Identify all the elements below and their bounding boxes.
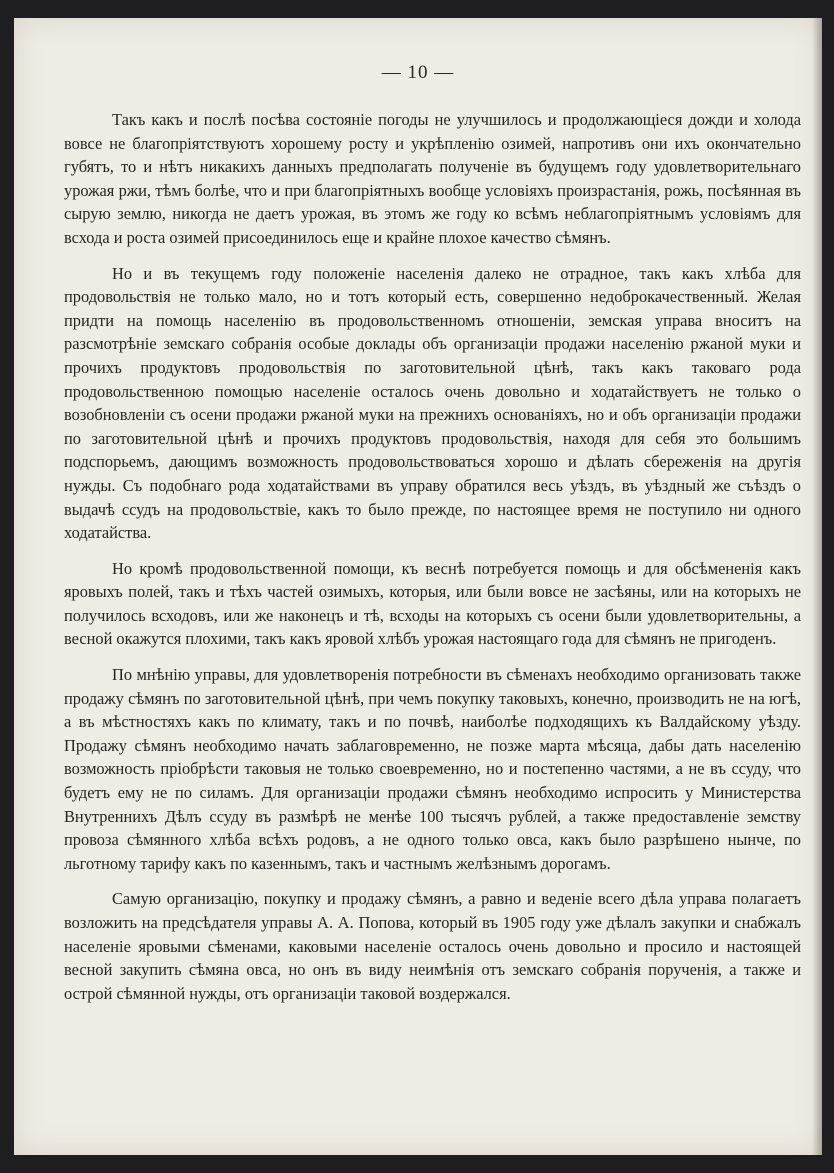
- paragraph-3: Но кромѣ продовольственной помощи, къ веснѣ потребуется помощь и для обсѣмененія какъ яровыхъ полей, такъ и тѣхъ частей озимыхъ, которыя, или были вовсе не засѣяны, или на которыхъ не получилось всходовъ, или же наконецъ и тѣ, всходы на которыхъ съ осени были удовлетворительны, а весной окажутся плохими, такъ какъ яровой хлѣбъ урожая настоящаго года для сѣмянъ не пригоденъ.: [64, 558, 801, 649]
- document-page: [14, 18, 822, 1155]
- paragraph-4: По мнѣнію управы, для удовлетворенія потребности въ сѣменахъ необходимо организовать также продажу сѣмянъ по заготовительной цѣнѣ, при чемъ покупку таковыхъ, конечно, производить не на югѣ, а въ мѣстностяхъ какъ по климату, такъ и по почвѣ, наиболѣе подходящихъ къ Валдайскому уѣзду. Продажу сѣмянъ необходимо начать заблаговременно, не позже марта мѣсяца, дабы дать населенію возможность пріобрѣсти таковыя не только своевременно, но и постепенно частями, а не въ ссуду, что будетъ ему не по силамъ. Для организаціи продажи сѣмянъ необходимо испросить у Министерства Внутреннихъ Дѣлъ ссуду въ размѣрѣ не менѣе 100 тысячъ рублей, а также предоставленіе земству провоза сѣмянного хлѣба всѣхъ родовъ, а не одного только овса, какъ было разрѣшено нынче, по льготному тарифу какъ по казеннымъ, такъ и частнымъ желѣзнымъ дорогамъ.: [64, 665, 801, 873]
- body-text: [64, 108, 801, 1017]
- page-spine-shadow: [812, 18, 822, 1155]
- paragraph-5: Самую организацію, покупку и продажу сѣмянъ, а равно и веденіе всего дѣла управа полагаетъ возложить на предсѣдателя управы А. А. Попова, который въ 1905 году уже дѣлалъ закупки и снабжалъ населеніе яровыми сѣменами, каковыми населеніе осталось очень довольно и просило и настоящей весной закупить сѣмяна овса, но онъ въ виду неимѣнія отъ земскаго собранія порученія, а также и острой сѣмянной нужды, отъ организаціи таковой воздержался.: [64, 889, 801, 1003]
- paragraph-2: Но и въ текущемъ году положеніе населенія далеко не отрадное, такъ какъ хлѣба для продовольствія не только мало, но и тотъ который есть, совершенно недоброкачественный. Желая придти на помощь населенію въ продовольственномъ отношеніи, земская управа вноситъ на разсмотрѣніе земскаго собранія особые доклады объ организаціи продажи населенію ржаной муки и прочихъ продуктовъ продовольствія по заготовительной цѣнѣ, такъ какъ таковаго рода продовольственною помощью населеніе осталось очень довольно и ходатайствуетъ не только о возобновленіи съ осени продажи ржаной муки на прежнихъ основаніяхъ, но и объ организаціи продажи по заготовительной цѣнѣ и прочихъ продуктовъ продовольствія, находя для себя это большимъ подспорьемъ, дающимъ возможность продовольствоваться хорошо и дѣлать сбереженія на другія нужды. Съ подобнаго рода ходатайствами въ управу обратился весь уѣздъ, въ уѣздный же съѣздъ о выдачѣ ссудъ на продовольствіе, какъ то было прежде, по настоящее время не поступило ни одного ходатайства.: [64, 263, 801, 543]
- page-number: — 10 —: [381, 62, 455, 83]
- paragraph-1: Такъ какъ и послѣ посѣва состояніе погоды не улучшилось и продолжающіеся дожди и холода вовсе не благопріятствуютъ хорошему росту и укрѣпленію озимей, напротивъ они ихъ окончательно губятъ, то и нѣтъ никакихъ данныхъ предполагать полученіе въ будущемъ году удовлетворительнаго урожая ржи, тѣмъ болѣе, что и при благопріятныхъ вообще условіяхъ произрастанія, рожь, посѣянная въ сырую землю, никогда не даетъ урожая, въ этомъ же году ко всѣмъ неблагопріятнымъ условіямъ для всхода и роста озимей присоединилось еще и крайне плохое качество сѣмянъ.: [64, 110, 801, 247]
